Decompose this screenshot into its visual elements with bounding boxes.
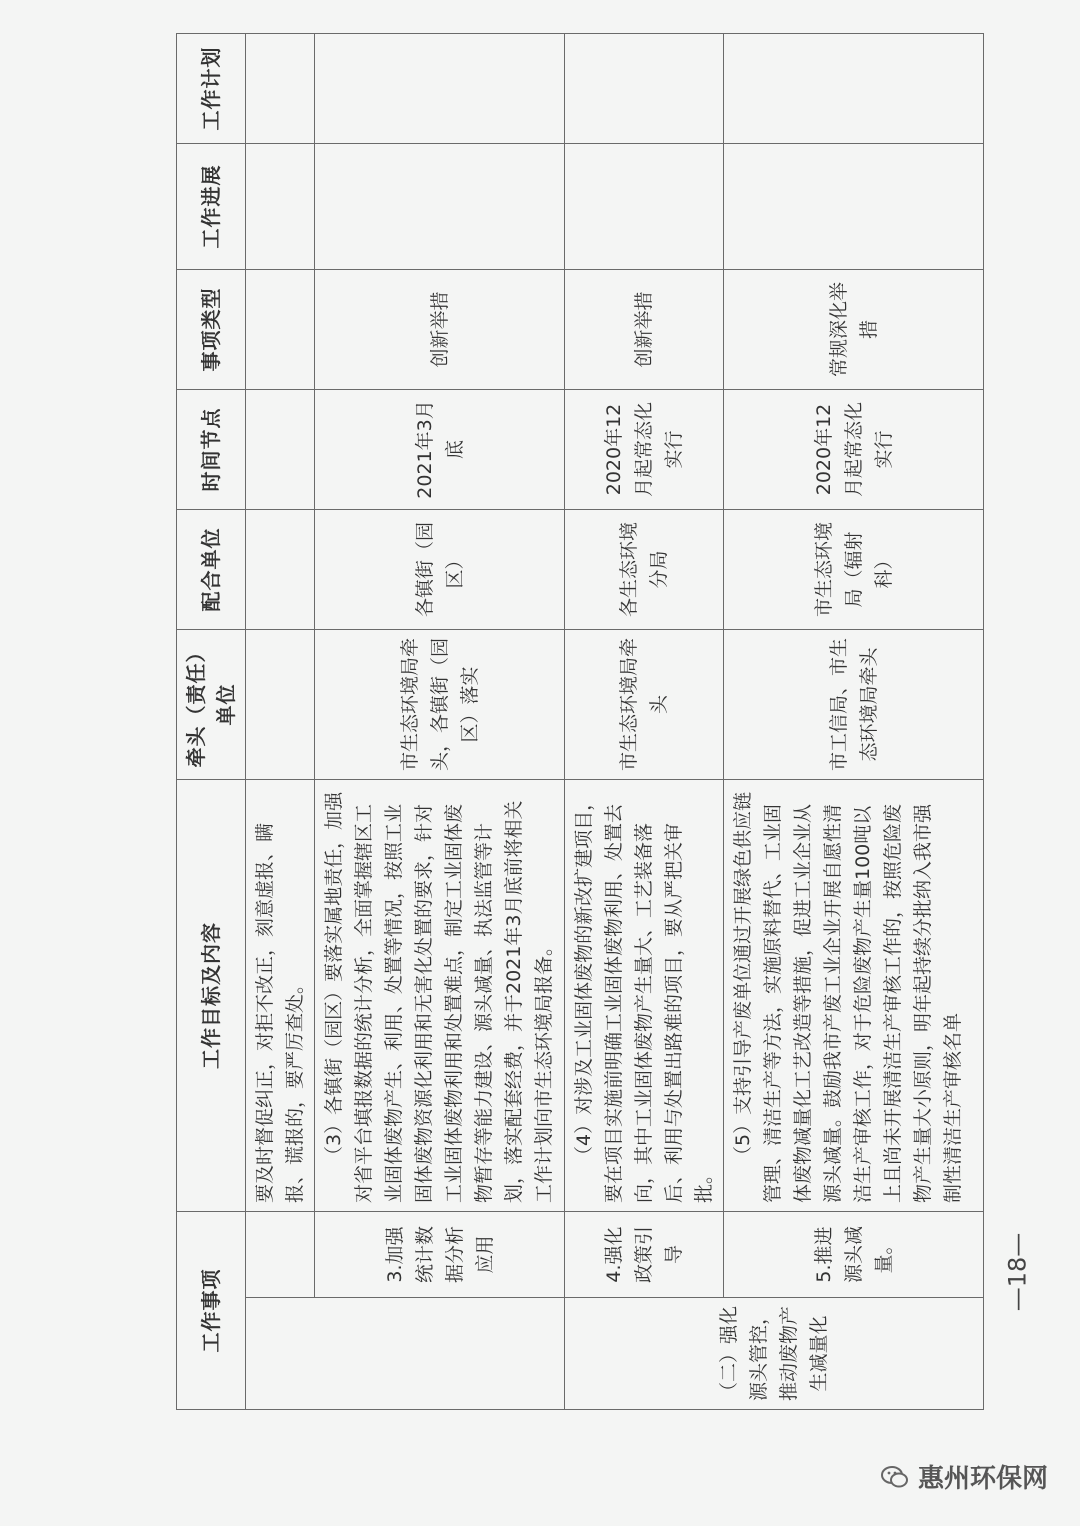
table-header-row (177, 34, 246, 1410)
plan-cell (565, 34, 724, 144)
content-cell: （5）支持引导产废单位通过开展绿色供应链管理、清洁生产等方法，实施原料替代、工业固体废物减量化工艺改造等措施，促进工业企业从源头减量。鼓励我市产废工业企业开展自愿性清洁生产审核工作，对于危险废物产生量100吨以上且尚未开展清洁生产审核工作的，按照危险废物产生量大小原则，明年起持续分批纳入我市强制性清洁生产审核名单 (724, 780, 984, 1212)
progress-cell (246, 144, 315, 270)
lead-cell: 市生态环境局牵头 (565, 630, 724, 780)
type-cell: 常规深化举措 (724, 270, 984, 390)
plan-cell (315, 34, 565, 144)
type-cell: 创新举措 (315, 270, 565, 390)
time-cell: 2020年12月起常态化实行 (724, 390, 984, 510)
lead-cell (246, 630, 315, 780)
item-cell: 4.强化政策引导 (565, 1212, 724, 1298)
progress-cell (315, 144, 565, 270)
coop-cell: 市生态环境局（辐射科） (724, 510, 984, 630)
header-lead-unit: 牵头（责任）单位 (177, 630, 246, 780)
time-cell: 2020年12月起常态化实行 (565, 390, 724, 510)
watermark-text: 惠州环保网 (918, 1464, 1049, 1494)
header-work-item: 工作事项 (177, 1212, 246, 1410)
coop-cell (246, 510, 315, 630)
header-content: 工作目标及内容 (177, 780, 246, 1212)
lead-cell: 市生态环境局牵头，各镇街（园区）落实 (315, 630, 565, 780)
progress-cell (565, 144, 724, 270)
coop-cell: 各生态环境分局 (565, 510, 724, 630)
lead-cell: 市工信局、市生态环境局牵头 (724, 630, 984, 780)
time-cell (246, 390, 315, 510)
type-cell: 创新举措 (565, 270, 724, 390)
item-cell: 5.推进源头减量。 (724, 1212, 984, 1298)
coop-cell: 各镇街（园区） (315, 510, 565, 630)
table-row (246, 34, 315, 1410)
content-cell: （4）对涉及工业固体废物的新改扩建项目，要在项目实施前明确工业固体废物利用、处置去向，其中工业固体废物产生量大、工艺装备落后、利用与处置出路难的项目，要从严把关审批。 (565, 780, 724, 1212)
table-row (315, 34, 565, 1410)
header-coop-unit: 配合单位 (177, 510, 246, 630)
item-cell (246, 1212, 315, 1298)
plan-cell (724, 34, 984, 144)
watermark (880, 1458, 1048, 1495)
time-cell: 2021年3月底 (315, 390, 565, 510)
item-cell: 3.加强统计数据分析应用 (315, 1212, 565, 1298)
progress-cell (724, 144, 984, 270)
content-cell: （3）各镇街（园区）要落实属地责任，加强对省平台填报数据的统计分析，全面掌握辖区工业固体废物产生、利用、处置等情况，按照工业固体废物资源化利用和无害化处置的要求，针对工业固体废物利用和处置难点，制定工业固体废物暂存等能力建设、源头减量、执法监管等计划，落实配套经费，并于2021年3月底前将相关工作计划向市生态环境局报备。 (315, 780, 565, 1212)
header-type: 事项类型 (177, 270, 246, 390)
table-row (565, 34, 724, 1410)
category-cell (246, 1298, 565, 1410)
wechat-icon (880, 1462, 910, 1492)
header-progress: 工作进展 (177, 144, 246, 270)
work-plan-table (176, 34, 964, 1410)
table-row (724, 34, 984, 1410)
category-cell: （二）强化源头管控，推动废物产生减量化 (565, 1298, 984, 1410)
header-time: 时间节点 (177, 390, 246, 510)
header-plan: 工作计划 (177, 34, 246, 144)
content-cell: 要及时督促纠正，对拒不改正，刻意虚报、瞒报、谎报的，要严厉查处。 (246, 780, 315, 1212)
page-number: —18— (1003, 1232, 1032, 1312)
type-cell (246, 270, 315, 390)
plan-cell (246, 34, 315, 144)
